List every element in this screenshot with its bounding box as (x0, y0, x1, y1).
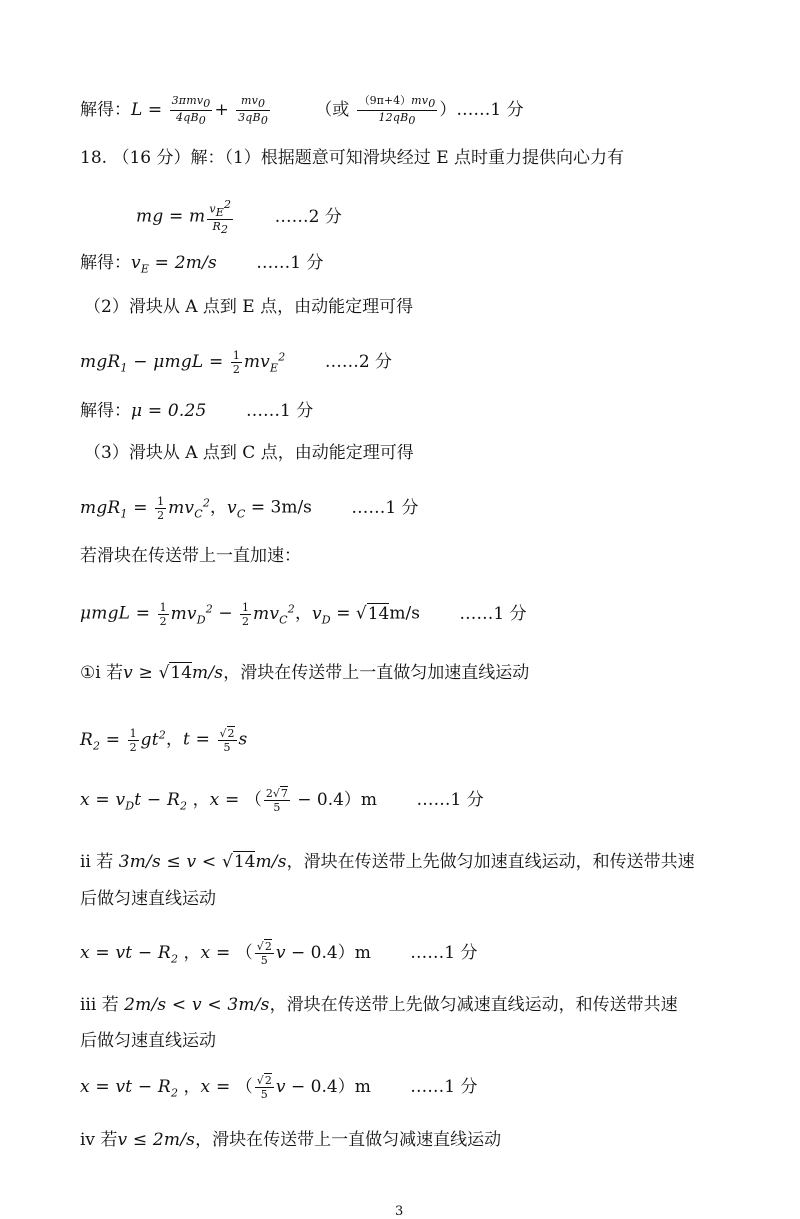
eq-line-vC: mgR$_1$ = $\frac{1}{2}$ $mv_C^2$，$v_C = 3m/s$ ……1 分 (80, 494, 419, 522)
eq-line-vD: μmgL = $\frac{1}{2}$ $mv_D^2$ − $\frac{1}{2}$ $mv_C^2$，$v_D = √14m/s$ ……1 分 (80, 600, 527, 628)
eq-line-energy-AE: mgR$_1$ − μmgL = $\frac{1}{2}$ $mv_E^2$ ……2 分 (80, 348, 393, 376)
eq-line-x-case-iii: x = vt − $R_2$ ，x = （ $\frac{√2}{5}$ v − 0.4）m ……1 分 (80, 1074, 478, 1101)
eq-line-mu: 解得：μ = 0.25 ……1 分 (80, 401, 314, 421)
eq-line-x-case-i: $x = v_Dt - R_2$ ，x = （ $\frac{2√7}{5}$ − 0.4）m ……1 分 (80, 787, 484, 814)
eq-line-L: 解得：L = $\frac{\text{3πmv0}}{4qB0}$ + $\frac{mv0}{3qB0}$ （或 $\frac{(9\pi+4)mv0}{12qB0}$ ）……1 分 (80, 94, 524, 128)
eq-line-time: $R_2$ = $\frac{1}{2}$ $gt^2$，t = $\frac{√2}{5}$ s (80, 726, 248, 754)
case-i: ①i 若v ≥ √14m/s，滑块在传送带上一直做匀加速直线运动 (80, 663, 530, 683)
eq-line-vE: 解得：$v_E = 2m/s$ ……1 分 (80, 253, 324, 276)
eq-line-x-case-ii: x = vt − $R_2$ ，x = （ $\frac{√2}{5}$ v − 0.4）m ……1 分 (80, 940, 478, 967)
part-2-heading: （2）滑块从 A 点到 E 点，由动能定理可得 (84, 297, 414, 317)
case-always-accelerate: 若滑块在传送带上一直加速： (80, 546, 301, 566)
part-3-heading: （3）滑块从 A 点到 C 点，由动能定理可得 (84, 443, 414, 463)
case-iii: iii 若 2m/s < v < 3m/s，滑块在传送带上先做匀减速直线运动，和传送带共速 (80, 995, 678, 1015)
case-ii: ii 若 3m/s ≤ v < √14m/s，滑块在传送带上先做匀加速直线运动，和传送带共速 (80, 852, 695, 872)
case-iii-continued: 后做匀速直线运动 (80, 1031, 216, 1051)
eq-line-centripetal: mg = m $\frac{vE2}{R2}$ ……2 分 (136, 198, 342, 237)
case-ii-continued: 后做匀速直线运动 (80, 889, 216, 909)
question-18-heading: 18. （16 分）解：（1）根据题意可知滑块经过 E 点时重力提供向心力有 (80, 148, 625, 168)
case-iv: iv 若v ≤ 2m/s，滑块在传送带上一直做匀减速直线运动 (80, 1130, 502, 1150)
page-number: 3 (395, 1204, 404, 1219)
